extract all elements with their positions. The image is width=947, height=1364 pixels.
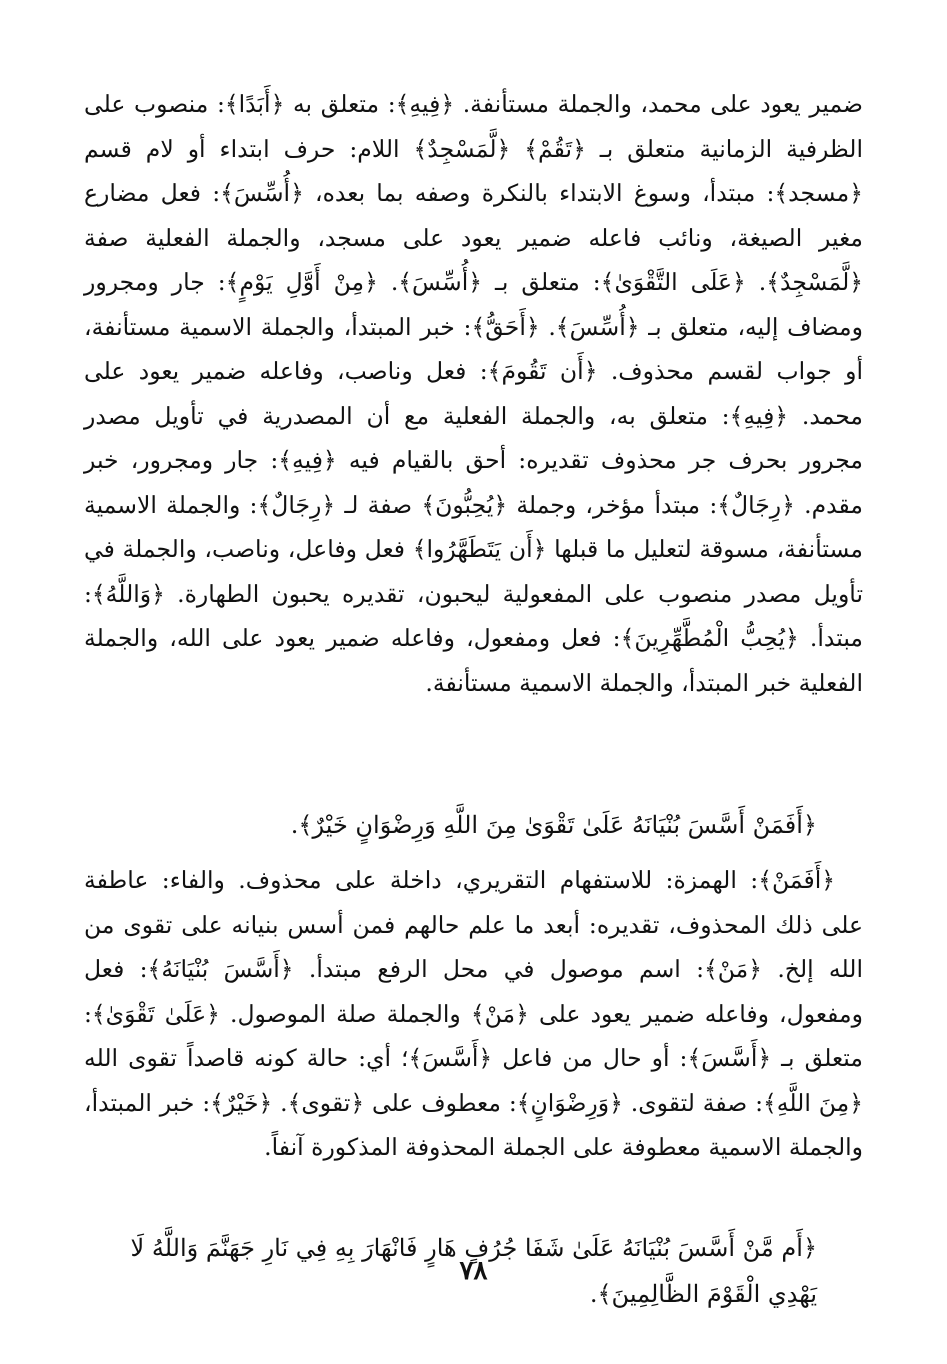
quran-verse-1: ﴿أَفَمَنْ أَسَّسَ بُنْيَانَهُ عَلَىٰ تَقْوَىٰ مِنَ اللَّهِ وَرِضْوَانٍ خَيْرٌ﴾.	[290, 811, 817, 839]
page-number: ٧٨	[459, 1256, 488, 1286]
tafsir-paragraph-1: ضمير يعود على محمد، والجملة مستأنفة. ﴿فِيهِ﴾: متعلق به ﴿أَبَدًا﴾: منصوب على الظرفية الزمانية متعلق بـ ﴿تَقُمْ﴾ ﴿لَّمَسْجِدٌ﴾ اللام: حرف ابتداء أو لام قسم ﴿مسجد﴾: مبتدأ، وسوغ الابتداء بالنكرة وصفه بما بعده، ﴿أُسِّسَ﴾: فعل مضارع مغير الصيغة، ونائب فاعله ضمير يعود على مسجد، والجملة الفعلية صفة ﴿لَّمَسْجِدٌ﴾. ﴿عَلَى التَّقْوَىٰ﴾: متعلق بـ ﴿أُسِّسَ﴾. ﴿مِنْ أَوَّلِ يَوْمٍ﴾: جار ومجرور ومضاف إليه، متعلق بـ ﴿أُسِّسَ﴾. ﴿أَحَقُّ﴾: خبر المبتدأ، والجملة الاسمية مستأنفة، أو جواب لقسم محذوف. ﴿أَن تَقُومَ﴾: فعل وناصب، وفاعله ضمير يعود على محمد. ﴿فِيهِ﴾: متعلق به، والجملة الفعلية مع أن المصدرية في تأويل مصدر مجرور بحرف جر محذوف تقديره: أحق بالقيام فيه ﴿فِيهِ﴾: جار ومجرور، خبر مقدم. ﴿رِجَالٌ﴾: مبتدأ مؤخر، وجملة ﴿يُحِبُّونَ﴾ صفة لـ ﴿رِجَالٌ﴾: والجملة الاسمية مستأنفة، مسوقة لتعليل ما قبلها ﴿أَن يَتَطَهَّرُوا﴾ فعل وفاعل، وناصب، والجملة في تأويل مصدر منصوب على المفعولية ليحبون، تقديره يحبون الطهارة. ﴿وَاللَّهُ﴾: مبتدأ. ﴿يُحِبُّ الْمُطَّهِّرِينَ﴾: فعل ومفعول، وفاعله ضمير يعود على الله، والجملة الفعلية خبر المبتدأ، والجملة الاسمية مستأنفة.	[84, 90, 863, 697]
quran-verse-2: ﴿أَم مَّنْ أَسَّسَ بُنْيَانَهُ عَلَىٰ شَفَا جُرُفٍ هَارٍ فَانْهَارَ بِهِ فِي نَارِ جَهَنَّمَ وَاللَّهُ لَا يَهْدِي الْقَوْمَ الظَّالِمِينَ﴾.	[130, 1234, 817, 1308]
tafsir-paragraph-2: ﴿أَفَمَنْ﴾: الهمزة: للاستفهام التقريري، داخلة على محذوف. والفاء: عاطفة على ذلك المحذوف، تقديره: أبعد ما علم حالهم فمن أسس بنيانه على تقوى من الله إلخ. ﴿مَنْ﴾: اسم موصول في محل الرفع مبتدأ. ﴿أَسَّسَ بُنْيَانَهُ﴾: فعل ومفعول، وفاعله ضمير يعود على ﴿مَنْ﴾ والجملة صلة الموصول. ﴿عَلَىٰ تَقْوَىٰ﴾: متعلق بـ ﴿أَسَّسَ﴾: أو حال من فاعل ﴿أَسَّسَ﴾؛ أي: حالة كونه قاصداً تقوى الله ﴿مِنَ اللَّهِ﴾: صفة لتقوى. ﴿وَرِضْوَانٍ﴾: معطوف على ﴿تقوى﴾. ﴿خَيْرٌ﴾: خبر المبتدأ، والجملة الاسمية معطوفة على الجملة المحذوفة المذكورة آنفاً.	[84, 866, 863, 1161]
document-page	[84, 82, 863, 1308]
